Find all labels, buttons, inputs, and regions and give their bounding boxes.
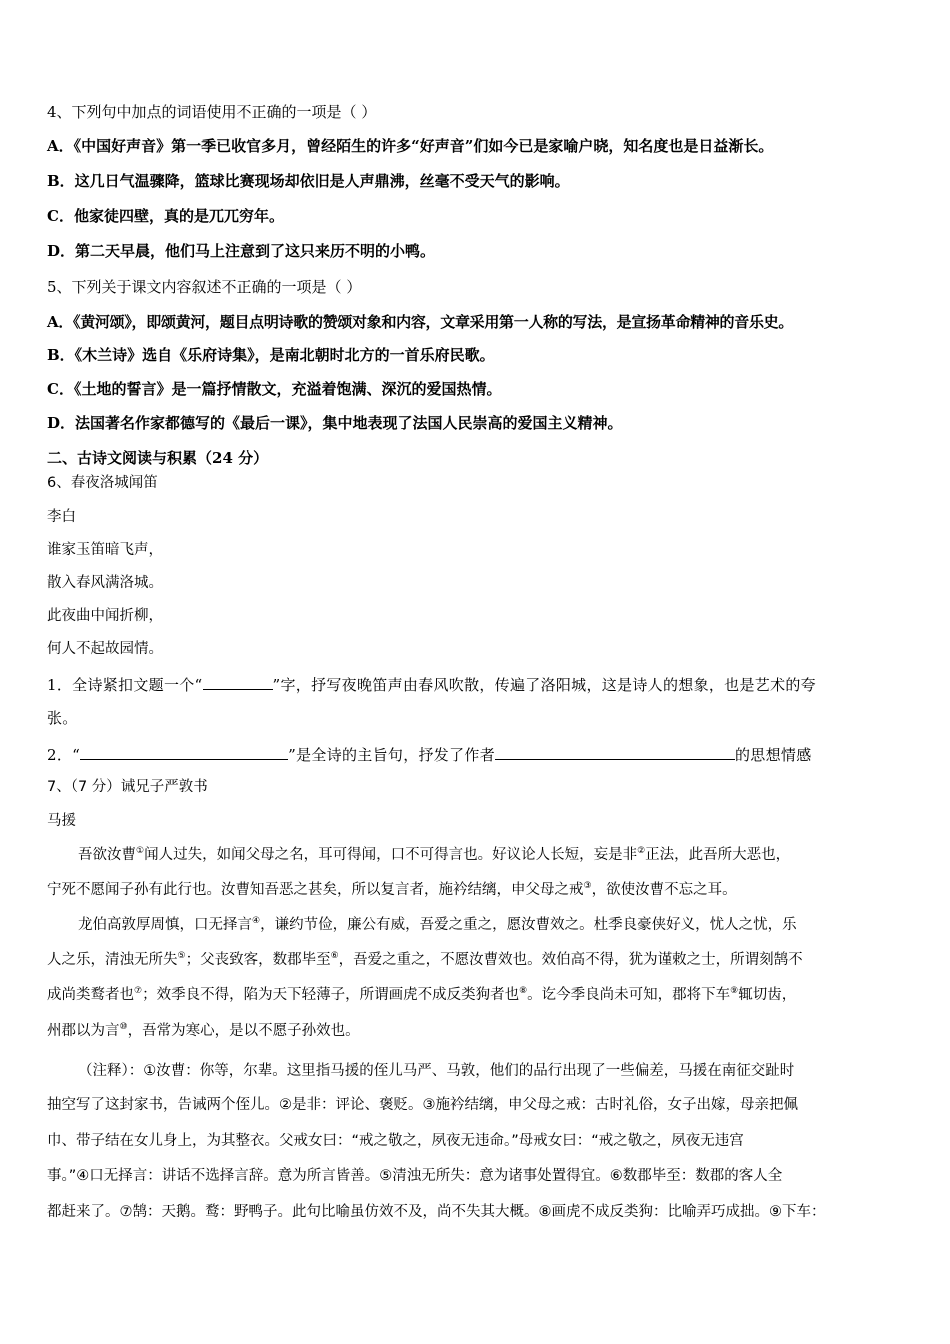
- q4-stem: 4、下列句中加点的词语使用不正确的一项是（ ）: [47, 103, 377, 121]
- q5-stem: 5、下列关于课文内容叙述不正确的一项是（ ）: [47, 278, 362, 296]
- q5-option-b: B．《木兰诗》选自《乐府诗集》，是南北朝时北方的一首乐府民歌。: [47, 346, 495, 364]
- footnote-mark: ④: [252, 916, 261, 927]
- text: 。讫今季良尚未可知，郡将下车: [527, 987, 731, 1003]
- q6-sub2-text-b: ”是全诗的主旨句，抒发了作者: [288, 746, 495, 764]
- q5-option-c: C．《土地的誓言》是一篇抒情散文，充溢着饱满、深沉的爱国热情。: [47, 380, 502, 398]
- q7-notes-line-3: 巾、带子结在女儿身上，为其整衣。父戒女曰：“戒之敬之，夙夜无违命。”母戒女曰：“戒之敬之，夙夜无违宫: [47, 1133, 744, 1149]
- q6-sub2-text-c: 的思想情感: [735, 746, 812, 764]
- q7-p1-line-2: [47, 880, 737, 900]
- q7-p1-line-1: [78, 845, 790, 865]
- q6-sub1-text-b: ”字，抒写夜晚笛声由春风吹散，传遍了洛阳城，这是诗人的想象，也是艺术的夸: [272, 676, 816, 694]
- q6-poem-line-1: 谁家玉笛暗飞声，: [47, 542, 163, 558]
- q7-notes-line-1: （注释）：①汝曹：你等，尔辈。这里指马援的侄儿马严、马敦，他们的品行出现了一些偏差，马援在南征交趾时: [78, 1063, 795, 1079]
- q6-sub1-blank[interactable]: [203, 673, 273, 690]
- text: 宁死不愿闻子孙有此行也。汝曹知吾恶之甚矣，所以复言者，施衿结缡，申父母之戒: [47, 882, 584, 898]
- q6-sub1: [47, 673, 816, 695]
- text: 成尚类鹜者也: [47, 987, 134, 1003]
- q6-poem-line-4: 何人不起故园情。: [47, 641, 163, 657]
- text: 龙伯高敦厚周慎，口无择言: [78, 917, 252, 933]
- text: 辄切齿，: [738, 987, 797, 1003]
- footnote-mark: ③: [583, 881, 592, 892]
- footnote-mark: ⑦: [134, 986, 143, 997]
- section-2-heading: 二、古诗文阅读与积累（24 分）: [47, 449, 269, 467]
- q4-option-c: C．他家徒四壁，真的是兀兀穷年。: [47, 207, 284, 225]
- q4-option-d: D．第二天早晨，他们马上注意到了这只来历不明的小鸭。: [47, 242, 436, 260]
- q6-poem-line-2: 散入春风满洛城。: [47, 575, 163, 591]
- footnote-mark: ⑨: [730, 986, 739, 997]
- q7-author: 马援: [47, 813, 76, 829]
- text: 正法，此吾所大恶也，: [645, 847, 791, 863]
- q5-option-d: D．法国著名作家都德写的《最后一课》，集中地表现了法国人民崇高的爱国主义精神。: [47, 414, 623, 432]
- q7-notes-line-5: 都赶来了。⑦鹄：天鹅。鹜：野鸭子。此句比喻虽仿效不及，尚不失其大概。⑧画虎不成反类狗：比喻弄巧成拙。⑨下车：: [47, 1204, 826, 1220]
- text: ，吾爱之重之，不愿汝曹效也。效伯高不得，犹为谨敕之士，所谓刻鹄不: [338, 952, 803, 968]
- footnote-mark: ⑥: [330, 951, 339, 962]
- text: ；父丧致客，数郡毕至: [185, 952, 331, 968]
- text: 闻人过失，如闻父母之名，耳可得闻，口不可得言也。好议论人长短，妄是非: [144, 847, 638, 863]
- text: 吾欲汝曹: [78, 847, 136, 863]
- q7-title: 7、（7 分）诫兄子严敦书: [47, 779, 208, 795]
- text: ；效季良不得，陷为天下轻薄子，所谓画虎不成反类狗者也: [142, 987, 520, 1003]
- text: 州郡以为言: [47, 1023, 120, 1039]
- q4-option-b: B．这几日气温骤降，篮球比赛现场却依旧是人声鼎沸，丝毫不受天气的影响。: [47, 172, 570, 190]
- q5-option-a: A．《黄河颂》，即颂黄河，题目点明诗歌的赞颂对象和内容，文章采用第一人称的写法，是宣扬革命精神的音乐史。: [47, 313, 794, 331]
- q6-poem-title: 6、春夜洛城闻笛: [47, 475, 158, 491]
- footnote-mark: ①: [136, 846, 145, 857]
- q6-sub2-blank-1[interactable]: [80, 743, 288, 760]
- text: ，欲使汝曹不忘之耳。: [591, 882, 737, 898]
- text: ，吾常为寒心，是以不愿子孙效也。: [127, 1023, 360, 1039]
- q6-sub2-text-a: 2．“: [47, 746, 81, 764]
- q6-sub2-blank-2[interactable]: [495, 743, 735, 760]
- q6-sub2: [47, 743, 812, 765]
- q4-option-a: A．《中国好声音》第一季已收官多月，曾经陌生的许多“好声音”们如今已是家喻户晓，知名度也是日益渐长。: [47, 137, 774, 155]
- q6-poem-author: 李白: [47, 509, 76, 525]
- footnote-mark: ②: [637, 846, 646, 857]
- text: 人之乐，清浊无所失: [47, 952, 178, 968]
- q7-p2-line-2: [47, 950, 803, 970]
- footnote-mark: ⑧: [519, 986, 528, 997]
- q7-p2-line-1: [78, 915, 797, 935]
- q6-sub1-text-a: 1．全诗紧扣文题一个“: [47, 676, 203, 694]
- text: ，谦约节俭，廉公有威，吾爱之重之，愿汝曹效之。杜季良豪侠好义，忧人之忧，乐: [260, 917, 797, 933]
- q7-notes-line-2: 抽空写了这封家书，告诫两个侄儿。②是非：评论、褒贬。③施衿结缡，申父母之戒：古时礼俗，女子出嫁，母亲把佩: [47, 1097, 798, 1113]
- footnote-mark: ⑩: [119, 1022, 128, 1033]
- q7-p2-line-4: [47, 1021, 360, 1041]
- q6-sub1-cont: 张。: [47, 709, 78, 727]
- q7-p2-line-3: [47, 985, 796, 1005]
- q6-poem-line-3: 此夜曲中闻折柳，: [47, 608, 163, 624]
- q7-notes-line-4: 事。”④口无择言：讲话不选择言辞。意为所言皆善。⑤清浊无所失：意为诸事处置得宜。⑥数郡毕至：数郡的客人全: [47, 1168, 783, 1184]
- footnote-mark: ⑤: [177, 951, 186, 962]
